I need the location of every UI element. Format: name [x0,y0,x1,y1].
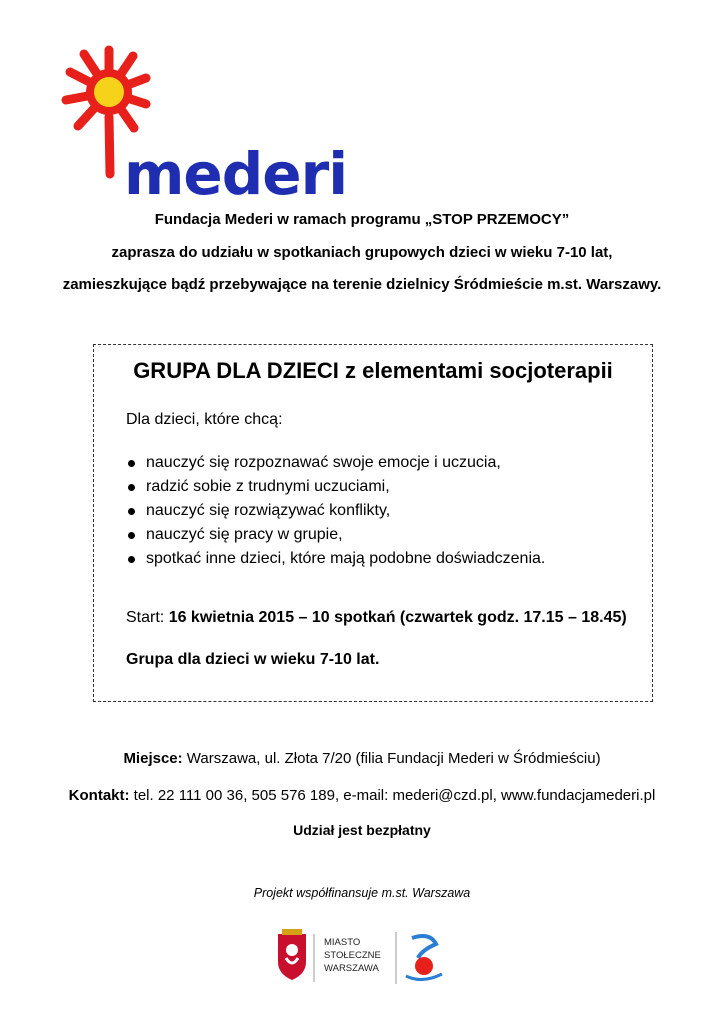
start-info [126,609,627,627]
bullet-icon [128,556,135,563]
list-item: nauczyć się rozwiązywać konflikty, [126,499,545,523]
place-label: Miejsce: [123,750,183,767]
program-box [93,344,653,702]
age-note: Grupa dla dzieci w wieku 7-10 lat. [126,651,380,668]
program-lead: Dla dzieci, które chcą: [126,411,283,428]
free-note: Udział jest bezpłatny [293,822,431,838]
bullet-icon [128,508,135,515]
list-item: spotkać inne dzieci, które mają podobne doświadczenia. [126,547,545,571]
contact-label: Kontakt: [68,787,130,804]
contact-value: tel. 22 111 00 36, 505 576 189, e-mail: mederi@czd.pl, www.fundacjamederi.pl [129,787,656,804]
start-label: Start: [126,609,169,626]
intro-line-2: zaprasza do udziału w spotkaniach grupowych dzieci w wieku 7-10 lat, [111,244,613,261]
logo-wordmark: mederi [124,140,348,208]
list-item: nauczyć się rozpoznawać swoje emocje i uczucia, [126,451,545,475]
cofinance-note: Projekt współfinansuje m.st. Warszawa [253,886,471,900]
goals-list [126,451,545,571]
mederi-logo [58,42,348,208]
city-logo-text [324,936,381,975]
intro-line-1: Fundacja Mederi w ramach programu „STOP PRZEMOCY” [154,211,570,228]
contact-line [0,787,724,804]
program-title: GRUPA DLA DZIECI z elementami socjoterapii [133,358,613,383]
intro-line-3: zamieszkujące bądź przebywające na terenie dzielnicy Śródmieście m.st. Warszawy. [62,276,662,293]
list-item: nauczyć się pracy w grupie, [126,523,545,547]
bullet-icon [128,532,135,539]
city-logo-line: STOŁECZNE [324,950,381,961]
city-logo-line: WARSZAWA [324,963,379,974]
bullet-icon [128,484,135,491]
start-value: 16 kwietnia 2015 – 10 spotkań (czwartek godz. 17.15 – 18.45) [168,609,627,626]
city-logo-line: MIASTO [324,937,361,948]
list-item: radzić sobie z trudnymi uczuciami, [126,475,545,499]
bullet-icon [128,460,135,467]
sponsor-logos [272,928,462,988]
place-value: Warszawa, ul. Złota 7/20 (filia Fundacji Mederi w Śródmieściu) [182,750,601,767]
place-line [0,750,724,767]
